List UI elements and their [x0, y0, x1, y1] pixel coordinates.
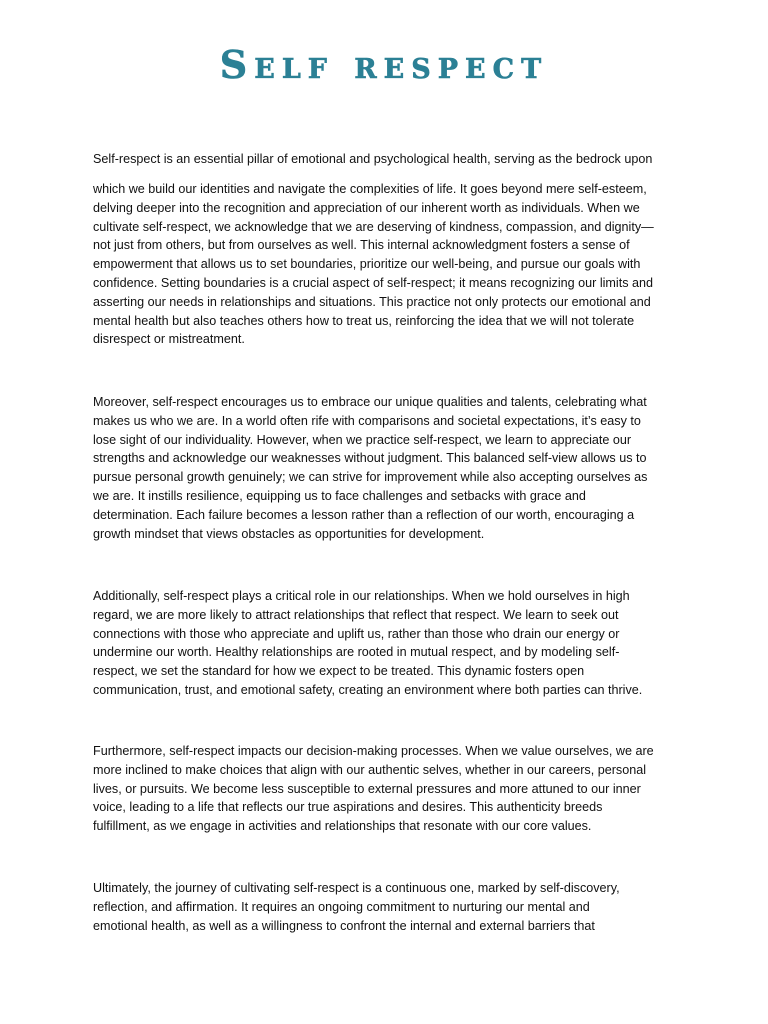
text-line: disrespect or mistreatment.: [93, 332, 245, 347]
text-line: Additionally, self-respect plays a critical role in our relationships. When we hold ourselves in high: [93, 589, 630, 603]
text-line: strengths and acknowledge our weaknesses without judgment. This balanced self-view allows us to: [93, 451, 647, 466]
text-line: lose sight of our individuality. However, when we practice self-respect, we learn to appreciate our: [93, 432, 632, 447]
text-line: not just from others, but from ourselves as well. This internal acknowledgment fosters a sense of: [93, 238, 630, 253]
text-line: connections with those who appreciate and uplift us, rather than those who drain our energy or: [93, 626, 620, 641]
text-line: which we build our identities and navigate the complexities of life. It goes beyond mere self-esteem,: [93, 182, 647, 196]
text-line: asserting our needs in relationships and situations. This practice not only protects our emotional and: [93, 294, 651, 309]
paragraph-1: [93, 180, 677, 349]
text-line: lives, or pursuits. We become less susceptible to external pressures and more attuned to our inner: [93, 781, 641, 796]
text-line: Self-respect is an essential pillar of emotional and psychological health, serving as the bedrock upon: [93, 152, 653, 166]
text-line: empowerment that allows us to set boundaries, prioritize our well-being, and pursue our goals with: [93, 257, 641, 272]
text-line: fulfillment, as we engage in activities and relationships that resonate with our core values.: [93, 819, 592, 834]
text-line: communication, trust, and emotional safety, creating an environment where both parties can thrive.: [93, 682, 643, 697]
text-line: determination. Each failure becomes a lesson rather than a reflection of our worth, encouraging a: [93, 507, 635, 522]
text-line: growth mindset that views obstacles as opportunities for development.: [93, 526, 485, 541]
text-line: undermine our worth. Healthy relationships are rooted in mutual respect, and by modeling self-: [93, 645, 620, 660]
text-line: makes us who we are. In a world often rife with comparisons and societal expectations, it’s easy to: [93, 413, 641, 428]
text-line: delving deeper into the recognition and appreciation of our inherent worth as individuals. When we: [93, 200, 640, 215]
text-line: Ultimately, the journey of cultivating self-respect is a continuous one, marked by self-discovery,: [93, 881, 620, 895]
text-line: mental health but also teaches others how to treat us, reinforcing the idea that we will not tolerate: [93, 313, 635, 328]
text-line: we are. It instills resilience, equipping us to face challenges and setbacks with grace and: [93, 488, 586, 503]
text-line: reflection, and affirmation. It requires an ongoing commitment to nurturing our mental and: [93, 899, 590, 914]
text-line: voice, leading to a life that reflects our true aspirations and desires. This authenticity breeds: [93, 800, 603, 815]
text-line: Furthermore, self-respect impacts our decision-making processes. When we value ourselves, we are: [93, 744, 654, 758]
text-line: regard, we are more likely to attract relationships that reflect that respect. We learn to seek out: [93, 607, 619, 622]
paragraph-1-first-line: [93, 150, 677, 169]
text-line: confidence. Setting boundaries is a crucial aspect of self-respect; it means recognizing our limits and: [93, 275, 654, 290]
text-line: Moreover, self-respect encourages us to embrace our unique qualities and talents, celebrating what: [93, 395, 647, 409]
page-title: Self respect: [219, 42, 549, 87]
paragraph-3: [93, 587, 677, 700]
text-line: respect, we set the standard for how we expect to be treated. This dynamic fosters open: [93, 664, 585, 679]
paragraph-2: [93, 393, 677, 543]
text-line: cultivate self-respect, we acknowledge that we are deserving of kindness, compassion, and dignity—: [93, 219, 654, 234]
text-line: emotional health, as well as a willingness to confront the internal and external barriers that: [93, 918, 595, 933]
text-line: pursue personal growth genuinely; we can strive for improvement while also accepting ourselves as: [93, 470, 648, 485]
paragraph-5: [93, 879, 677, 935]
paragraph-4: [93, 742, 677, 836]
text-line: more inclined to make choices that align with our authentic selves, whether in our careers, personal: [93, 762, 647, 777]
